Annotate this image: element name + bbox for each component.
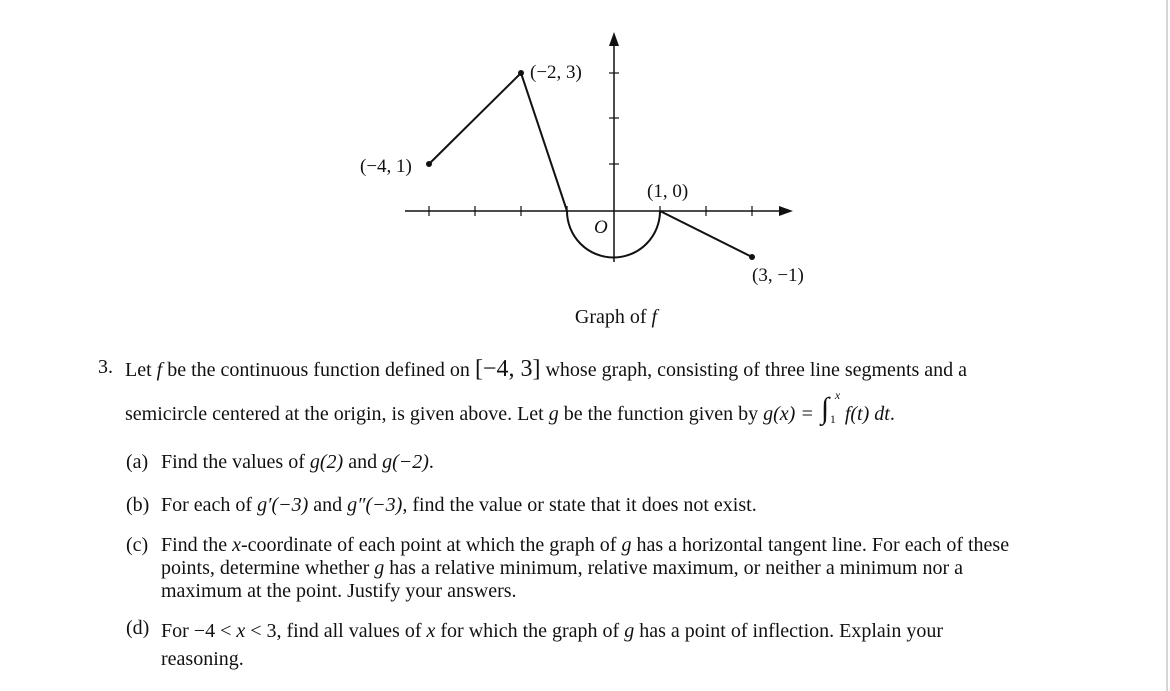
math-g: g — [374, 557, 385, 579]
x-axis-arrow — [779, 206, 793, 216]
text: be the function given by — [563, 403, 764, 425]
text: has a horizontal tangent line. For each of these — [631, 534, 1010, 556]
text: whose graph, consisting of three line segments and a — [540, 359, 968, 381]
text: Find the — [161, 534, 233, 556]
part-d-text — [161, 617, 943, 673]
line-segments-left — [429, 73, 567, 211]
function-g: g — [548, 403, 559, 425]
math-g-prime: g′(−3) — [257, 494, 309, 516]
label-origin: O — [594, 217, 608, 238]
math-g: g — [621, 534, 632, 556]
problem-line-2 — [125, 388, 895, 426]
text: < 3, find all values of — [245, 620, 427, 642]
part-c-text — [161, 534, 1009, 603]
text: points, determine whether — [161, 557, 375, 579]
point-3-minus1 — [749, 254, 755, 260]
part-d-line-2: reasoning. — [161, 648, 244, 670]
text: and — [343, 451, 383, 473]
text: find the value or state that it does not exist. — [407, 494, 757, 516]
part-d-label: (d) — [126, 617, 150, 639]
math-g-2: g(2) — [309, 451, 344, 473]
point-minus2-3 — [518, 70, 524, 76]
line-segment-right — [660, 211, 752, 257]
text: be the continuous function defined on — [162, 359, 475, 381]
integrand: f(t) dt — [844, 403, 890, 425]
label-minus2-3: (−2, 3) — [530, 62, 582, 83]
text: -coordinate of each point at which the graph of — [241, 534, 622, 556]
caption-function-name: f — [651, 306, 658, 328]
math-g: g — [624, 620, 635, 642]
part-b-text — [161, 494, 757, 517]
text: Find the values of — [161, 451, 310, 473]
text: . — [889, 403, 895, 425]
text: for which the graph of — [435, 620, 625, 642]
text: and — [308, 494, 348, 516]
math-x: x — [236, 620, 246, 642]
graph-caption — [0, 306, 1170, 329]
part-a-label: (a) — [126, 451, 149, 473]
point-minus4-1 — [426, 161, 432, 167]
label-minus4-1: (−4, 1) — [360, 156, 412, 177]
function-f: f — [156, 359, 163, 381]
math-g-minus2: g(−2) — [382, 451, 429, 473]
label-3-minus1: (3, −1) — [752, 265, 804, 286]
math-x: x — [426, 620, 436, 642]
text: semicircle centered at the origin, is given above. Let — [125, 403, 549, 425]
part-c-line-3: maximum at the point. Justify your answers. — [161, 580, 517, 602]
text: For −4 < — [161, 620, 237, 642]
g-definition: g(x) = — [763, 403, 814, 425]
problem-line-1 — [125, 356, 967, 383]
integral-lower-limit: 1 — [829, 412, 836, 426]
text: has a point of inflection. Explain your — [634, 620, 944, 642]
part-c-line-2 — [161, 557, 1009, 580]
text: For each of — [161, 494, 258, 516]
integral-sign: ∫ x 1 — [820, 388, 841, 426]
math-x: x — [232, 534, 242, 556]
math-g-double-prime: g″(−3), — [347, 494, 408, 516]
part-b-label: (b) — [126, 494, 150, 516]
caption-text: Graph of — [574, 306, 647, 328]
part-d-line-1 — [161, 617, 943, 645]
text: Let — [125, 359, 157, 381]
problem-number: 3. — [98, 356, 113, 378]
integral-upper-limit: x — [834, 388, 841, 402]
part-c-label: (c) — [126, 534, 149, 556]
domain-interval: [−4, 3] — [474, 356, 541, 382]
part-c-line-1 — [161, 534, 1009, 557]
text: has a relative minimum, relative maximum, or neither a minimum nor a — [384, 557, 964, 579]
graph-of-f — [0, 0, 1170, 340]
part-a-text — [161, 451, 434, 474]
text: . — [428, 451, 434, 473]
y-axis-arrow — [609, 32, 619, 46]
label-1-0: (1, 0) — [647, 181, 689, 202]
